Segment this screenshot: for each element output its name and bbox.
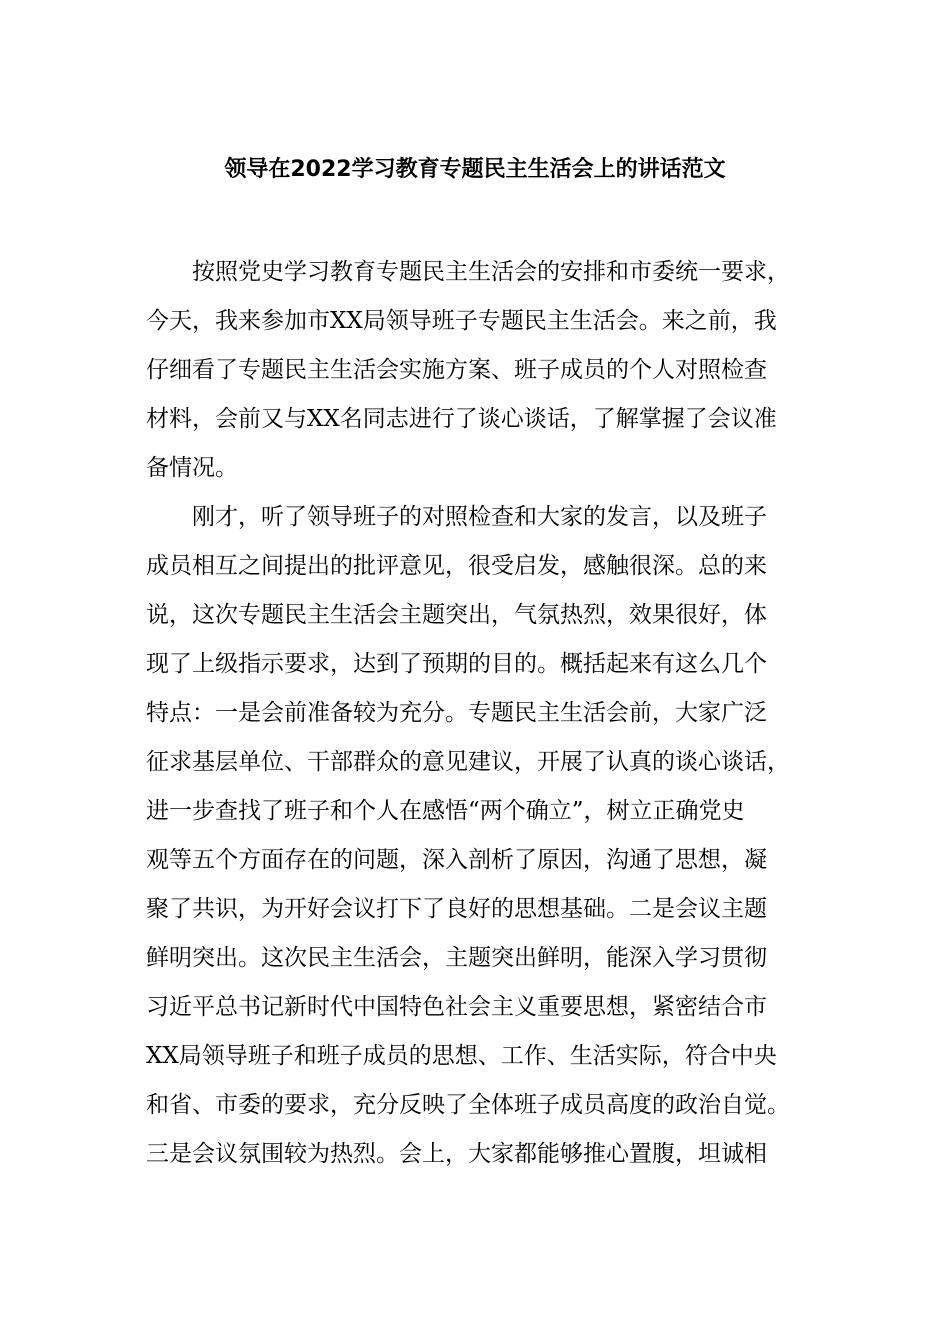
text-line: 观等五个方面存在的问题，深入剖析了原因，沟通了思想，凝 (146, 847, 767, 873)
text-line: 材料，会前又与XX名同志进行了谈心谈话，了解掌握了会议准 (146, 406, 777, 432)
text-line: 特点：一是会前准备较为充分。专题民主生活会前，大家广泛 (146, 700, 767, 726)
document-body (146, 248, 806, 1179)
text-line: 成员相互之间提出的批评意见，很受启发，感触很深。总的来 (146, 553, 767, 579)
text-line: 刚才，听了领导班子的对照检查和大家的发言，以及班子 (146, 504, 767, 530)
text-line: 征求基层单位、干部群众的意见建议，开展了认真的谈心谈话， (146, 749, 790, 775)
text-line: 备情况。 (146, 455, 238, 481)
text-line: 说，这次专题民主生活会主题突出，气氛热烈，效果很好，体 (146, 602, 767, 628)
text-line: 仔细看了专题民主生活会实施方案、班子成员的个人对照检查 (146, 357, 767, 383)
text-line: XX局领导班子和班子成员的思想、工作、生活实际，符合中央 (146, 1043, 777, 1069)
text-line: 进一步查找了班子和个人在感悟“两个确立”，树立正确党史 (146, 798, 745, 824)
text-line: 现了上级指示要求，达到了预期的目的。概括起来有这么几个 (146, 651, 767, 677)
text-line: 聚了共识，为开好会议打下了良好的思想基础。二是会议主题 (146, 896, 767, 922)
text-line: 三是会议氛围较为热烈。会上，大家都能够推心置腹，坦诚相 (146, 1141, 767, 1167)
text-line: 今天，我来参加市XX局领导班子专题民主生活会。来之前，我 (146, 308, 777, 334)
text-line: 和省、市委的要求，充分反映了全体班子成员高度的政治自觉。 (146, 1092, 790, 1118)
text-line: 习近平总书记新时代中国特色社会主义重要思想，紧密结合市 (146, 994, 767, 1020)
document-title: 领导在2022学习教育专题民主生活会上的讲话范文 (224, 157, 726, 182)
text-line: 鲜明突出。这次民主生活会，主题突出鲜明，能深入学习贯彻 (146, 945, 767, 971)
text-line: 按照党史学习教育专题民主生活会的安排和市委统一要求， (146, 259, 790, 285)
